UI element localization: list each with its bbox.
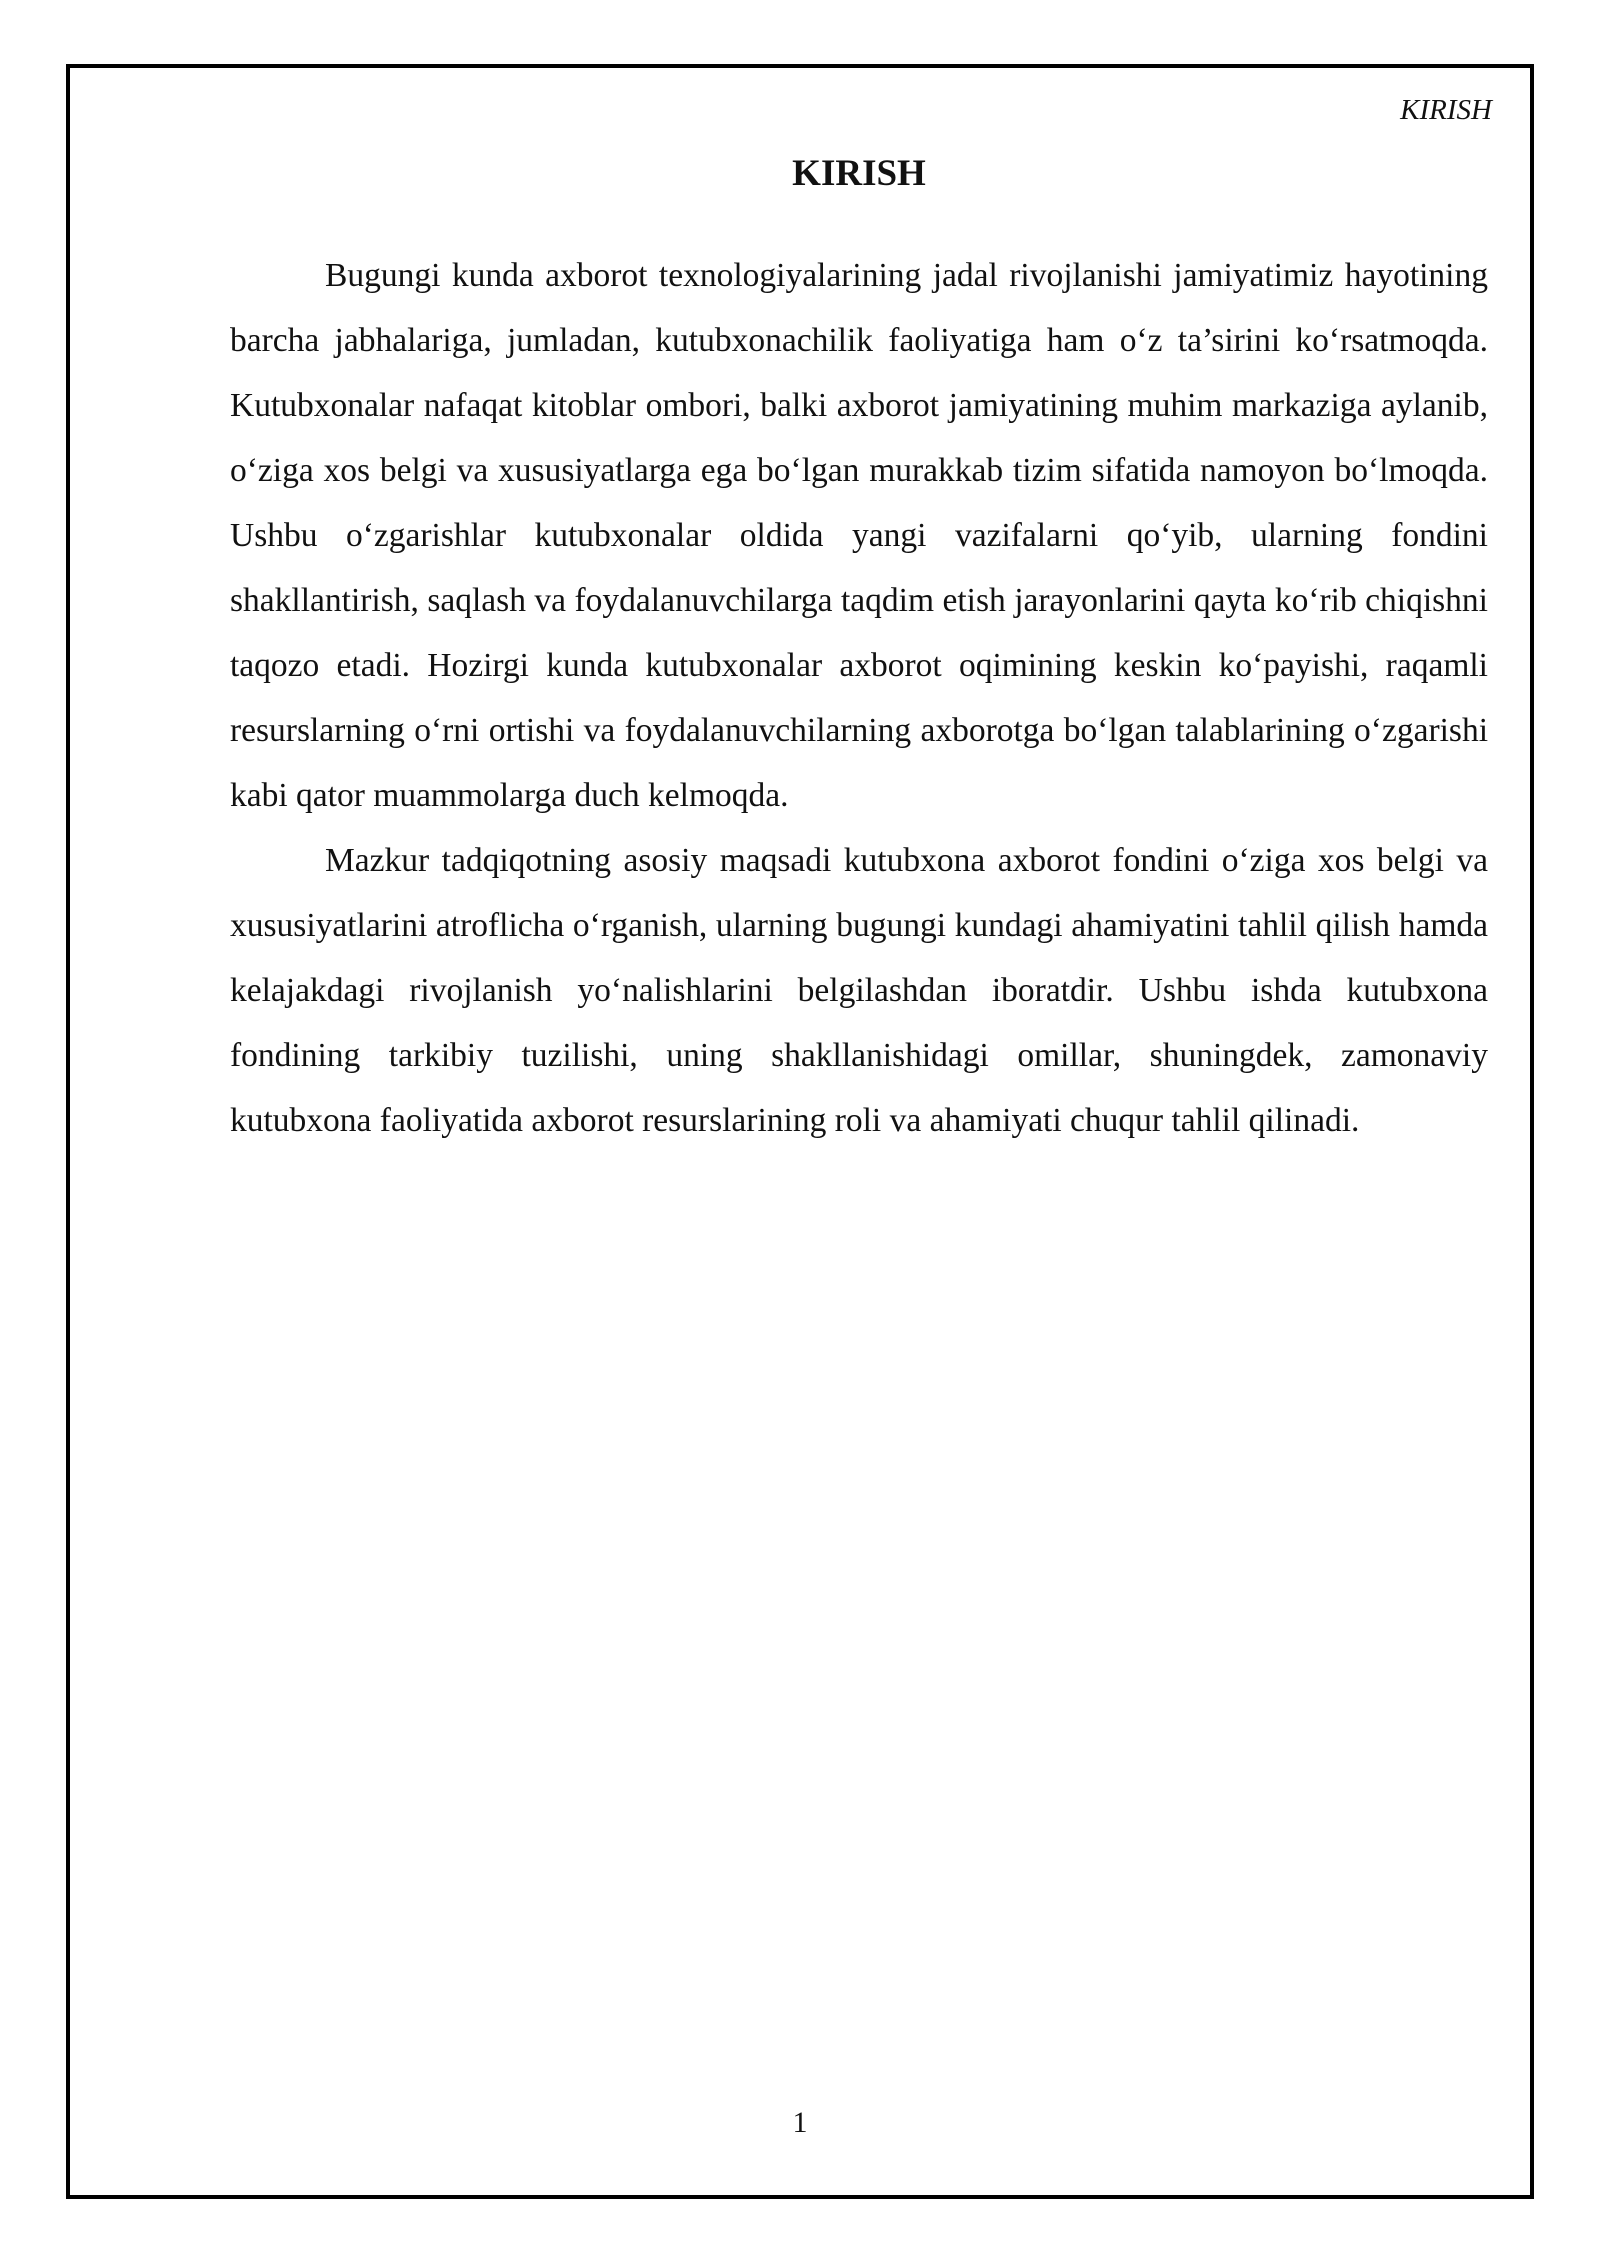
- running-header: KIRISH: [1400, 94, 1492, 126]
- page-title: KIRISH: [792, 153, 926, 194]
- body-text: [230, 243, 1488, 1153]
- page-number: 1: [792, 2106, 808, 2139]
- paragraph-2: Mazkur tadqiqotning asosiy maqsadi kutubxona axborot fondini o‘ziga xos belgi va xususiyatlarini atroflicha o‘rganish, ularning bugungi kundagi ahamiyatini tahlil qilish hamda kelajakdagi rivojlanish yo‘nalishlarini belgilashdan iboratdir. Ushbu ishda kutubxona fondining tarkibiy tuzilishi, uning shakllanishidagi omillar, shuningdek, zamonaviy kutubxona faoliyatida axborot resurslarining roli va ahamiyati chuqur tahlil qilinadi.: [230, 842, 1488, 1139]
- paragraph-1: Bugungi kunda axborot texnologiyalarining jadal rivojlanishi jamiyatimiz hayotining barcha jabhalariga, jumladan, kutubxonachilik faoliyatiga ham o‘z ta’sirini ko‘rsatmoqda. Kutubxonalar nafaqat kitoblar ombori, balki axborot jamiyatining muhim markaziga aylanib, o‘ziga xos belgi va xususiyatlarga ega bo‘lgan murakkab tizim sifatida namoyon bo‘lmoqda. Ushbu o‘zgarishlar kutubxonalar oldida yangi vazifalarni qo‘yib, ularning fondini shakllantirish, saqlash va foydalanuvchilarga taqdim etish jarayonlarini qayta ko‘rib chiqishni taqozo etadi. Hozirgi kunda kutubxonalar axborot oqimining keskin ko‘payishi, raqamli resurslarning o‘rni ortishi va foydalanuvchilarning axborotga bo‘lgan talablarining o‘zgarishi kabi qator muammolarga duch kelmoqda.: [230, 257, 1488, 814]
